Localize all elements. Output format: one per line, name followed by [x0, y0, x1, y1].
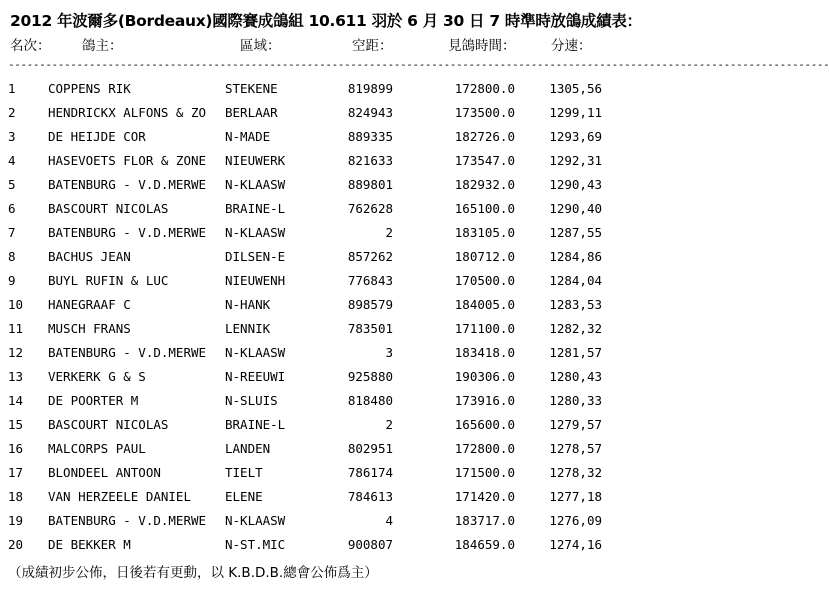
distance-cell: 784613	[347, 489, 393, 504]
distance-cell: 824943	[347, 105, 393, 120]
time-cell: 172800.0	[454, 81, 515, 96]
table-row	[0, 417, 615, 441]
rank-cell: 1	[8, 81, 16, 96]
distance-cell: 889335	[347, 129, 393, 144]
speed-cell: 1274,16	[549, 537, 602, 552]
table-row	[0, 441, 615, 465]
owner-cell: BATENBURG - V.D.MERWE	[48, 177, 207, 192]
speed-cell: 1290,40	[549, 201, 602, 216]
distance-cell: 889801	[347, 177, 393, 192]
region-cell: LENNIK	[225, 321, 271, 336]
header-rank: 名次：	[10, 38, 51, 54]
owner-cell: HENDRICKX ALFONS & ZO	[48, 105, 207, 120]
time-cell: 173547.0	[454, 153, 515, 168]
region-cell: ELENE	[225, 489, 263, 504]
speed-cell: 1279,57	[549, 417, 602, 432]
owner-cell: HANEGRAAF C	[48, 297, 131, 312]
rank-cell: 4	[8, 153, 16, 168]
rank-cell: 9	[8, 273, 16, 288]
distance-cell: 4	[385, 513, 393, 528]
header-speed: 分速：	[551, 38, 592, 54]
rank-cell: 17	[8, 465, 24, 480]
time-cell: 182932.0	[454, 177, 515, 192]
distance-cell: 819899	[347, 81, 393, 96]
rank-cell: 6	[8, 201, 16, 216]
time-cell: 171100.0	[454, 321, 515, 336]
distance-cell: 2	[385, 225, 393, 240]
speed-cell: 1305,56	[549, 81, 602, 96]
rank-cell: 18	[8, 489, 24, 504]
table-row	[0, 321, 615, 345]
region-cell: BRAINE-L	[225, 201, 286, 216]
distance-cell: 783501	[347, 321, 393, 336]
speed-cell: 1284,04	[549, 273, 602, 288]
speed-cell: 1281,57	[549, 345, 602, 360]
region-cell: NIEUWENH	[225, 273, 286, 288]
time-cell: 184005.0	[454, 297, 515, 312]
speed-cell: 1292,31	[549, 153, 602, 168]
owner-cell: DE POORTER M	[48, 393, 139, 408]
region-cell: NIEUWERK	[225, 153, 286, 168]
owner-cell: VAN HERZEELE DANIEL	[48, 489, 191, 504]
header-owner: 鴿主：	[82, 38, 123, 54]
table-row	[0, 393, 615, 417]
header-region: 區域：	[240, 38, 281, 54]
speed-cell: 1280,43	[549, 369, 602, 384]
rank-cell: 7	[8, 225, 16, 240]
time-cell: 171500.0	[454, 465, 515, 480]
region-cell: N-KLAASW	[225, 177, 286, 192]
table-row	[0, 273, 615, 297]
owner-cell: DE HEIJDE COR	[48, 129, 146, 144]
speed-cell: 1290,43	[549, 177, 602, 192]
region-cell: N-REEUWI	[225, 369, 286, 384]
speed-cell: 1293,69	[549, 129, 602, 144]
owner-cell: BACHUS JEAN	[48, 249, 131, 264]
header-distance: 空距：	[352, 38, 393, 54]
distance-cell: 900807	[347, 537, 393, 552]
distance-cell: 786174	[347, 465, 393, 480]
table-row	[0, 105, 615, 129]
owner-cell: BLONDEEL ANTOON	[48, 465, 161, 480]
table-row	[0, 297, 615, 321]
region-cell: STEKENE	[225, 81, 278, 96]
speed-cell: 1278,57	[549, 441, 602, 456]
owner-cell: BATENBURG - V.D.MERWE	[48, 225, 207, 240]
rank-cell: 13	[8, 369, 24, 384]
table-row	[0, 225, 615, 249]
speed-cell: 1276,09	[549, 513, 602, 528]
results-table	[0, 81, 615, 561]
region-cell: N-KLAASW	[225, 345, 286, 360]
table-row	[0, 153, 615, 177]
table-row	[0, 369, 615, 393]
table-row	[0, 177, 615, 201]
speed-cell: 1287,55	[549, 225, 602, 240]
owner-cell: BASCOURT NICOLAS	[48, 201, 169, 216]
time-cell: 173500.0	[454, 105, 515, 120]
rank-cell: 14	[8, 393, 24, 408]
header-divider: ------------------------------------------------------------------------------------------------------------------------------------	[8, 58, 829, 71]
time-cell: 173916.0	[454, 393, 515, 408]
rank-cell: 3	[8, 129, 16, 144]
owner-cell: HASEVOETS FLOR & ZONE	[48, 153, 207, 168]
table-row	[0, 513, 615, 537]
table-row	[0, 489, 615, 513]
time-cell: 180712.0	[454, 249, 515, 264]
region-cell: DILSEN-E	[225, 249, 286, 264]
time-cell: 184659.0	[454, 537, 515, 552]
time-cell: 183418.0	[454, 345, 515, 360]
time-cell: 190306.0	[454, 369, 515, 384]
region-cell: BRAINE-L	[225, 417, 286, 432]
distance-cell: 762628	[347, 201, 393, 216]
table-row	[0, 345, 615, 369]
region-cell: N-KLAASW	[225, 225, 286, 240]
rank-cell: 5	[8, 177, 16, 192]
table-row	[0, 537, 615, 561]
region-cell: N-ST.MIC	[225, 537, 286, 552]
time-cell: 171420.0	[454, 489, 515, 504]
header-time: 見鴿時間：	[448, 38, 516, 54]
speed-cell: 1280,33	[549, 393, 602, 408]
owner-cell: MALCORPS PAUL	[48, 441, 146, 456]
rank-cell: 16	[8, 441, 24, 456]
table-row	[0, 129, 615, 153]
distance-cell: 3	[385, 345, 393, 360]
time-cell: 170500.0	[454, 273, 515, 288]
speed-cell: 1284,86	[549, 249, 602, 264]
region-cell: LANDEN	[225, 441, 271, 456]
distance-cell: 857262	[347, 249, 393, 264]
rank-cell: 10	[8, 297, 24, 312]
owner-cell: DE BEKKER M	[48, 537, 131, 552]
distance-cell: 776843	[347, 273, 393, 288]
rank-cell: 8	[8, 249, 16, 264]
rank-cell: 11	[8, 321, 24, 336]
speed-cell: 1283,53	[549, 297, 602, 312]
time-cell: 165600.0	[454, 417, 515, 432]
speed-cell: 1282,32	[549, 321, 602, 336]
owner-cell: BASCOURT NICOLAS	[48, 417, 169, 432]
rank-cell: 12	[8, 345, 24, 360]
speed-cell: 1299,11	[549, 105, 602, 120]
owner-cell: MUSCH FRANS	[48, 321, 131, 336]
rank-cell: 15	[8, 417, 24, 432]
rank-cell: 19	[8, 513, 24, 528]
time-cell: 183105.0	[454, 225, 515, 240]
distance-cell: 2	[385, 417, 393, 432]
table-row	[0, 81, 615, 105]
distance-cell: 821633	[347, 153, 393, 168]
time-cell: 165100.0	[454, 201, 515, 216]
time-cell: 182726.0	[454, 129, 515, 144]
table-row	[0, 465, 615, 489]
time-cell: 172800.0	[454, 441, 515, 456]
distance-cell: 898579	[347, 297, 393, 312]
speed-cell: 1277,18	[549, 489, 602, 504]
table-row	[0, 201, 615, 225]
distance-cell: 818480	[347, 393, 393, 408]
owner-cell: VERKERK G & S	[48, 369, 146, 384]
region-cell: N-SLUIS	[225, 393, 278, 408]
time-cell: 183717.0	[454, 513, 515, 528]
owner-cell: COPPENS RIK	[48, 81, 131, 96]
owner-cell: BATENBURG - V.D.MERWE	[48, 513, 207, 528]
region-cell: BERLAAR	[225, 105, 278, 120]
region-cell: TIELT	[225, 465, 263, 480]
speed-cell: 1278,32	[549, 465, 602, 480]
owner-cell: BUYL RUFIN & LUC	[48, 273, 169, 288]
owner-cell: BATENBURG - V.D.MERWE	[48, 345, 207, 360]
footer-note: （成績初步公佈，日後若有更動，以 K.B.D.B.總會公佈爲主）	[8, 565, 378, 581]
region-cell: N-HANK	[225, 297, 271, 312]
page-title: 2012 年波爾多(Bordeaux)國際賽成鴿組 10.611 羽於 6 月 30 日 7 時準時放鴿成績表：	[10, 12, 642, 30]
region-cell: N-MADE	[225, 129, 271, 144]
distance-cell: 802951	[347, 441, 393, 456]
rank-cell: 2	[8, 105, 16, 120]
table-row	[0, 249, 615, 273]
distance-cell: 925880	[347, 369, 393, 384]
rank-cell: 20	[8, 537, 24, 552]
region-cell: N-KLAASW	[225, 513, 286, 528]
